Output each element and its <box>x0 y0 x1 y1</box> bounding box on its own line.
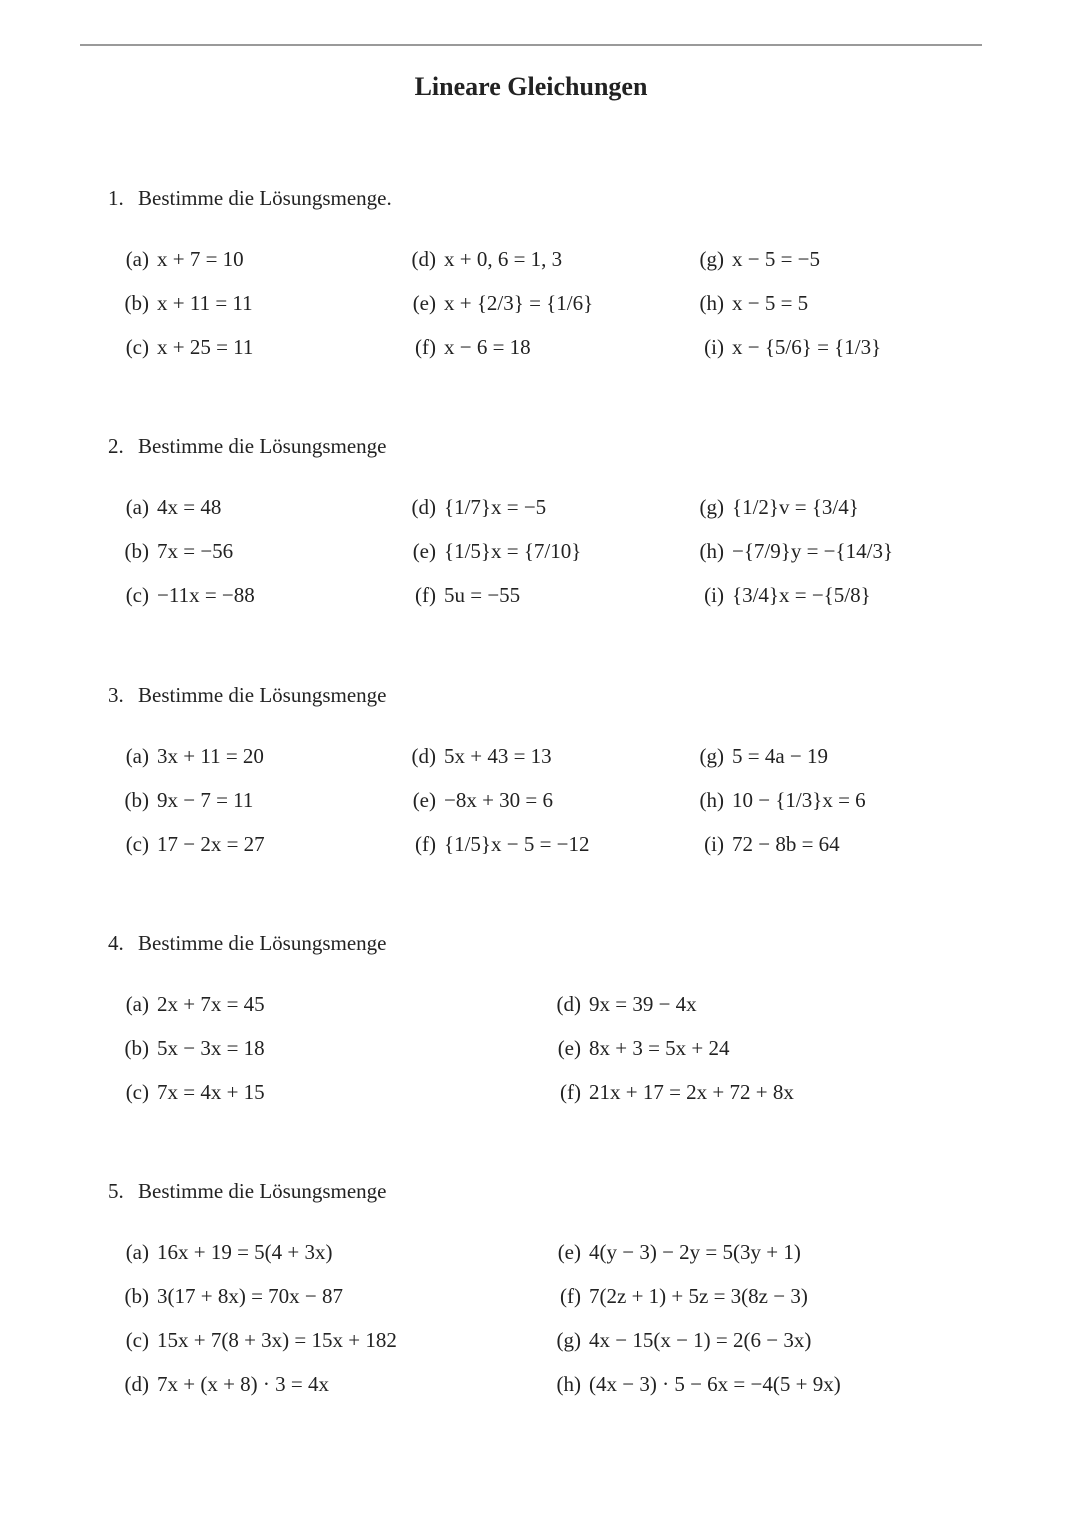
item-label: (h) <box>556 1372 581 1396</box>
equation: 7x + (x + 8) · 3 = 4x <box>157 1372 330 1396</box>
exercise-number: 3. <box>108 683 124 707</box>
equation-item <box>108 1369 329 1399</box>
equation: 4(y − 3) − 2y = 5(3y + 1) <box>589 1240 801 1264</box>
equation-item <box>395 244 562 274</box>
item-label: (e) <box>412 539 436 563</box>
item-label: (c) <box>125 1328 149 1352</box>
equation-item <box>108 332 253 362</box>
exercise-heading <box>108 1179 1008 1209</box>
exercise-instruction: Bestimme die Lösungsmenge. <box>138 186 392 210</box>
item-label: (c) <box>125 583 149 607</box>
item-label: (f) <box>415 832 436 856</box>
equation: 72 − 8b = 64 <box>732 832 840 856</box>
exercise-instruction: Bestimme die Lösungsmenge <box>138 931 387 955</box>
item-label: (a) <box>125 1240 149 1264</box>
equation-item <box>540 1281 808 1311</box>
item-label: (i) <box>704 832 724 856</box>
equation: {1/5}x − 5 = −12 <box>444 832 590 856</box>
item-label: (h) <box>699 539 724 563</box>
equation: 10 − {1/3}x = 6 <box>732 788 866 812</box>
equation: −11x = −88 <box>157 583 255 607</box>
equation-item <box>540 1369 841 1399</box>
equation-item <box>395 785 553 815</box>
equation: 9x = 39 − 4x <box>589 992 697 1016</box>
equation-item <box>108 1033 265 1063</box>
equation: (4x − 3) · 5 − 6x = −4(5 + 9x) <box>589 1372 841 1396</box>
equation: 17 − 2x = 27 <box>157 832 265 856</box>
item-label: (e) <box>412 788 436 812</box>
equation-item <box>683 492 859 522</box>
equation-item <box>108 580 255 610</box>
item-label: (a) <box>125 247 149 271</box>
item-label: (d) <box>411 495 436 519</box>
exercise-number: 4. <box>108 931 124 955</box>
equation: 21x + 17 = 2x + 72 + 8x <box>589 1080 794 1104</box>
equation-item <box>395 829 590 859</box>
equation: x − 5 = −5 <box>732 247 821 271</box>
equation: 4x − 15(x − 1) = 2(6 − 3x) <box>589 1328 812 1352</box>
equation: x + 11 = 11 <box>157 291 253 315</box>
item-label: (i) <box>704 335 724 359</box>
item-label: (h) <box>699 788 724 812</box>
item-label: (f) <box>415 583 436 607</box>
equation-item <box>108 492 221 522</box>
item-label: (a) <box>125 744 149 768</box>
item-label: (d) <box>124 1372 149 1396</box>
exercise-1 <box>108 186 1008 359</box>
item-label: (g) <box>699 495 724 519</box>
item-label: (d) <box>411 744 436 768</box>
item-label: (g) <box>699 744 724 768</box>
equation: 2x + 7x = 45 <box>157 992 265 1016</box>
exercise-heading <box>108 683 1008 713</box>
exercise-instruction: Bestimme die Lösungsmenge <box>138 683 387 707</box>
header-rule <box>80 44 982 46</box>
equation-item <box>540 989 697 1019</box>
equation-item <box>540 1033 730 1063</box>
equation: 8x + 3 = 5x + 24 <box>589 1036 730 1060</box>
exercise-5 <box>108 1179 1008 1396</box>
exercise-heading <box>108 931 1008 961</box>
equation-item <box>395 741 552 771</box>
exercise-4 <box>108 931 1008 1104</box>
item-label: (e) <box>557 1240 581 1264</box>
equation-item <box>395 288 593 318</box>
item-label: (b) <box>124 539 149 563</box>
equation: 5x + 43 = 13 <box>444 744 552 768</box>
equation-item <box>108 288 253 318</box>
exercise-heading <box>108 434 1008 464</box>
equation-item <box>108 785 253 815</box>
item-label: (a) <box>125 992 149 1016</box>
exercise-instruction: Bestimme die Lösungsmenge <box>138 434 387 458</box>
equation: 5u = −55 <box>444 583 521 607</box>
item-label: (b) <box>124 291 149 315</box>
item-label: (c) <box>125 1080 149 1104</box>
exercise-number: 1. <box>108 186 124 210</box>
equation: x − {5/6} = {1/3} <box>732 335 882 359</box>
equation-item <box>540 1237 801 1267</box>
item-label: (f) <box>560 1284 581 1308</box>
equation-item <box>108 536 233 566</box>
equation: x + 25 = 11 <box>157 335 254 359</box>
item-label: (f) <box>560 1080 581 1104</box>
equation-item <box>108 1281 343 1311</box>
equation: {1/7}x = −5 <box>444 495 547 519</box>
equation: −{7/9}y = −{14/3} <box>732 539 894 563</box>
equation: 9x − 7 = 11 <box>157 788 254 812</box>
item-label: (e) <box>557 1036 581 1060</box>
equation-item <box>395 492 546 522</box>
item-label: (h) <box>699 291 724 315</box>
equation-item <box>683 288 808 318</box>
equation: 7x = 4x + 15 <box>157 1080 265 1104</box>
exercise-2 <box>108 434 1008 607</box>
equation: x + 7 = 10 <box>157 247 244 271</box>
equation: 16x + 19 = 5(4 + 3x) <box>157 1240 333 1264</box>
exercise-heading <box>108 186 1008 216</box>
equation-item <box>108 1237 333 1267</box>
equation: 15x + 7(8 + 3x) = 15x + 182 <box>157 1328 397 1352</box>
page-title: Lineare Gleichungen <box>414 72 648 101</box>
equation: x + 0, 6 = 1, 3 <box>444 247 563 271</box>
item-label: (c) <box>125 335 149 359</box>
equation: 7x = −56 <box>157 539 234 563</box>
exercise-number: 5. <box>108 1179 124 1203</box>
equation-item <box>540 1325 811 1355</box>
exercise-instruction: Bestimme die Lösungsmenge <box>138 1179 387 1203</box>
item-label: (g) <box>699 247 724 271</box>
equation-item <box>683 580 871 610</box>
equation-item <box>683 332 881 362</box>
equation: x − 6 = 18 <box>444 335 531 359</box>
equation: {1/5}x = {7/10} <box>444 539 582 563</box>
equation-item <box>108 829 265 859</box>
item-label: (e) <box>412 291 436 315</box>
item-label: (g) <box>556 1328 581 1352</box>
equation-item <box>108 1077 265 1107</box>
item-label: (b) <box>124 1284 149 1308</box>
equation-item <box>683 244 820 274</box>
item-label: (f) <box>415 335 436 359</box>
equation-item <box>395 536 581 566</box>
equation-item <box>108 989 265 1019</box>
item-label: (i) <box>704 583 724 607</box>
item-label: (d) <box>556 992 581 1016</box>
item-label: (d) <box>411 247 436 271</box>
equation: {1/2}v = {3/4} <box>732 495 859 519</box>
equation-item <box>683 741 828 771</box>
item-label: (b) <box>124 1036 149 1060</box>
item-label: (a) <box>125 495 149 519</box>
equation: 4x = 48 <box>157 495 222 519</box>
equation: {3/4}x = −{5/8} <box>732 583 871 607</box>
exercise-3 <box>108 683 1008 856</box>
equation-item <box>683 785 866 815</box>
equation: x − 5 = 5 <box>732 291 809 315</box>
equation-item <box>108 1325 397 1355</box>
exercise-number: 2. <box>108 434 124 458</box>
item-label: (b) <box>124 788 149 812</box>
equation: x + {2/3} = {1/6} <box>444 291 594 315</box>
equation: −8x + 30 = 6 <box>444 788 554 812</box>
equation: 5x − 3x = 18 <box>157 1036 265 1060</box>
equation: 3(17 + 8x) = 70x − 87 <box>157 1284 344 1308</box>
equation-item <box>108 244 244 274</box>
equation: 3x + 11 = 20 <box>157 744 264 768</box>
equation: 7(2z + 1) + 5z = 3(8z − 3) <box>589 1284 808 1308</box>
equation-item <box>108 741 264 771</box>
equation-item <box>395 332 531 362</box>
equation-item <box>683 536 893 566</box>
equation: 5 = 4a − 19 <box>732 744 829 768</box>
equation-item <box>540 1077 794 1107</box>
equation-item <box>395 580 520 610</box>
equation-item <box>683 829 840 859</box>
item-label: (c) <box>125 832 149 856</box>
